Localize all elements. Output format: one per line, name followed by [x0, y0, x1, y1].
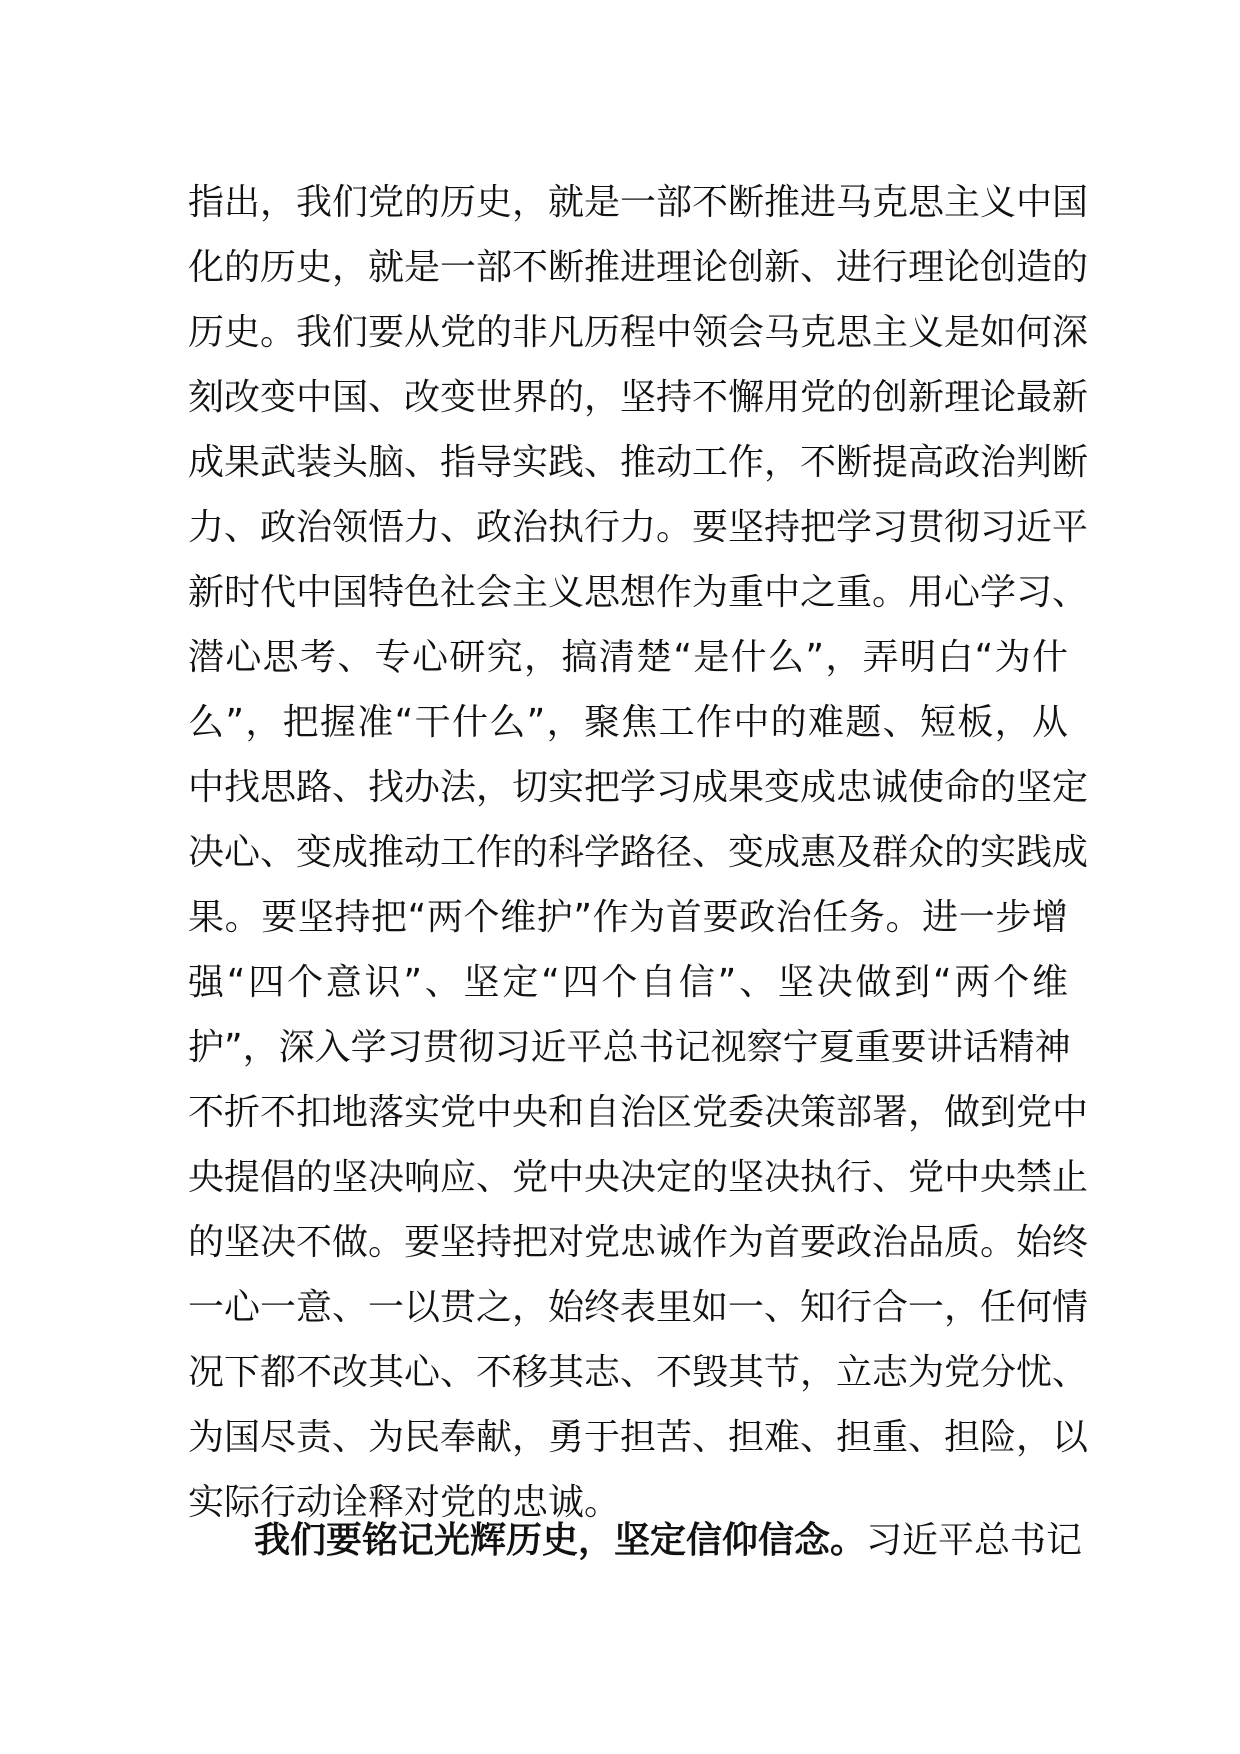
text-line: 果。要坚持把“两个维护”作为首要政治任务。进一步增: [188, 897, 1068, 938]
paragraph-2-bold-lead: 我们要铭记光辉历史，坚定信仰信念。: [254, 1520, 867, 1561]
text-line: 新时代中国特色社会主义思想作为重中之重。用心学习、: [188, 572, 1089, 613]
text-line: 为国尽责、为民奉献，勇于担苦、担难、担重、担险，以: [188, 1417, 1089, 1458]
text-line: 么”，把握准“干什么”，聚焦工作中的难题、短板，从: [188, 702, 1068, 743]
text-line: 一心一意、一以贯之，始终表里如一、知行合一，任何情: [188, 1287, 1089, 1328]
text-line: 指出，我们党的历史，就是一部不断推进马克思主义中国: [188, 182, 1089, 223]
text-line: 刻改变中国、改变世界的，坚持不懈用党的创新理论最新: [188, 377, 1089, 418]
text-line: 力、政治领悟力、政治执行力。要坚持把学习贯彻习近平: [188, 507, 1089, 548]
text-line: 潜心思考、专心研究，搞清楚“是什么”，弄明白“为什: [188, 637, 1068, 678]
paragraph-2-first-line: [188, 1508, 1083, 1573]
paragraph-2: [188, 1508, 1083, 1573]
text-line: 成果武装头脑、指导实践、推动工作，不断提高政治判断: [188, 442, 1089, 483]
text-line-final: 实际行动诠释对党的忠诚。: [188, 1482, 621, 1523]
text-line: 的坚决不做。要坚持把对党忠诚作为首要政治品质。始终: [188, 1222, 1089, 1263]
text-line: 强“四个意识”、坚定“四个自信”、坚决做到“两个维: [188, 962, 1068, 1003]
text-line: 中找思路、找办法，切实把学习成果变成忠诚使命的坚定: [188, 767, 1089, 808]
text-line: 化的历史，就是一部不断推进理论创新、进行理论创造的: [188, 247, 1089, 288]
text-line: 况下都不改其心、不移其志、不毁其节，立志为党分忧、: [188, 1352, 1089, 1393]
text-line: 决心、变成推动工作的科学路径、变成惠及群众的实践成: [188, 832, 1089, 873]
paragraph-1: [188, 170, 1089, 1535]
text-line: 央提倡的坚决响应、党中央决定的坚决执行、党中央禁止: [188, 1157, 1089, 1198]
text-line: 不折不扣地落实党中央和自治区党委决策部署，做到党中: [188, 1092, 1089, 1133]
paragraph-2-text: 习近平总书记: [866, 1520, 1083, 1561]
text-line: 历史。我们要从党的非凡历程中领会马克思主义是如何深: [188, 312, 1089, 353]
text-line: 护”，深入学习贯彻习近平总书记视察宁夏重要讲话精神: [188, 1027, 1071, 1068]
